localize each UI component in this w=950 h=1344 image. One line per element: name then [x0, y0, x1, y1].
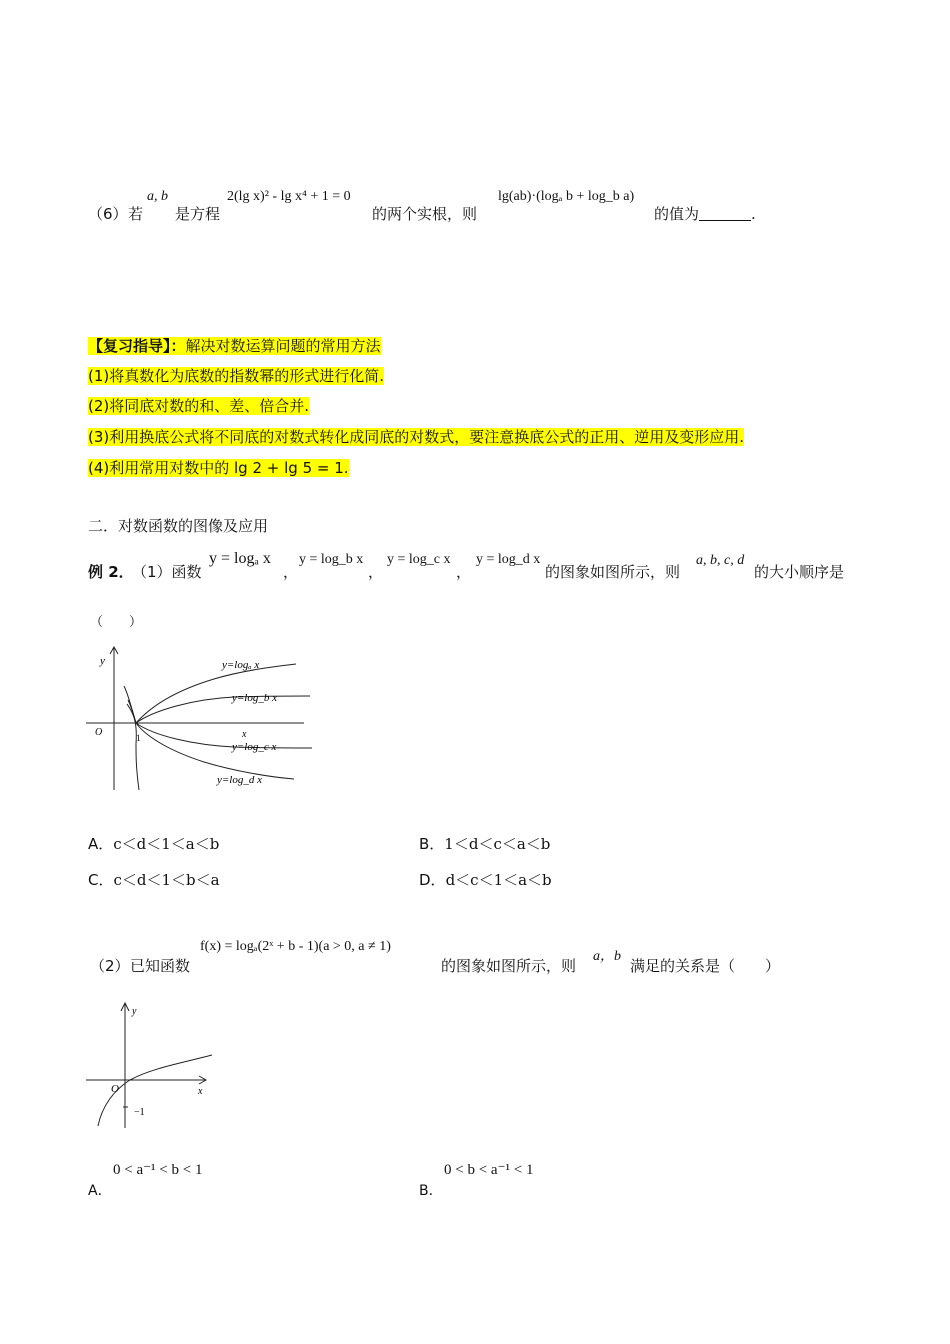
graph2-origin: O	[111, 1083, 119, 1095]
section-title: 二．对数函数的图像及应用	[88, 517, 269, 535]
graph2-x-label: x	[198, 1086, 203, 1097]
choice-text: d＜c＜1＜a＜b	[445, 871, 552, 889]
curve-steep-left	[127, 704, 139, 790]
graph1-one: 1	[136, 733, 141, 743]
choice-letter: A．	[88, 835, 114, 853]
question-6-number: （6）	[88, 205, 128, 223]
review-guide-item-2	[88, 395, 309, 416]
review-guide-item-4	[88, 457, 349, 478]
separator: ，	[283, 563, 299, 581]
review-guide-title: 【复习指导】：	[88, 337, 186, 355]
question-6-end: .	[751, 205, 756, 223]
review-guide-item-text: (1)将真数化为底数的指数幂的形式进行化简.	[88, 367, 385, 385]
graph2-y-label: y	[132, 1006, 137, 1017]
part2-intro: 已知函数	[130, 957, 191, 975]
separator: ，	[456, 563, 472, 581]
choice-d[interactable]	[419, 869, 552, 890]
choice-b[interactable]	[419, 833, 550, 854]
choice-text: c＜d＜1＜a＜b	[113, 835, 220, 853]
question-6-two-roots: 的两个实根，则	[372, 205, 478, 223]
graph1-origin: O	[95, 727, 103, 738]
question-6-equation: 2(lg x)² - lg x⁴ + 1 = 0	[227, 189, 351, 204]
question-6-expression: lg(ab)·(logₐ b + log_b a)	[498, 189, 635, 204]
question-6-value-is	[654, 203, 756, 224]
part2-function: f(x) = logₐ(2ˣ + b - 1)(a > 0, a ≠ 1)	[200, 939, 391, 954]
review-guide-heading	[88, 335, 381, 356]
review-guide-item-text: (3)利用换底公式将不同底的对数式转化成同底的对数式，要注意换底公式的正用、逆用及变形应用.	[88, 428, 745, 446]
choice-a[interactable]	[88, 833, 219, 854]
curve-label-c: y=log_c x	[232, 741, 277, 753]
curve-label-a: y=logₐ x	[222, 659, 260, 671]
choice-letter: B．	[419, 835, 445, 853]
review-guide-item-text: (4)利用常用对数中的 lg 2 + lg 5 = 1.	[88, 459, 349, 477]
graph1-x-label: x	[242, 729, 247, 740]
example-label: 例 2．	[88, 563, 134, 581]
example-part1: （1）函数	[132, 563, 202, 581]
answer-paren: （ ）	[90, 615, 143, 630]
function-d: y = log_d x	[476, 552, 541, 567]
choice-text: 1＜d＜c＜a＜b	[444, 835, 551, 853]
choice-letter: C．	[88, 871, 114, 889]
log-graph-1	[84, 644, 314, 794]
choice-text: 0 < a⁻¹ < b < 1	[113, 1162, 203, 1178]
part2-vars: a，b	[593, 949, 621, 964]
function-c: y = log_c x	[387, 552, 451, 567]
curve-label-b: y=log_b x	[232, 692, 277, 704]
review-guide-item-1	[88, 365, 384, 386]
graph2-minus-one: −1	[134, 1107, 145, 1118]
part2-number: （2）	[90, 957, 130, 975]
log-graph-2	[82, 998, 222, 1130]
separator: ，	[368, 563, 384, 581]
choice-letter: D．	[419, 871, 446, 889]
example-tail: 的大小顺序是	[754, 563, 845, 581]
choice-text: c＜d＜1＜b＜a	[113, 871, 220, 889]
review-guide-item-text: (2)将同底对数的和、差、倍合并.	[88, 397, 310, 415]
part2-text: 的图象如图所示，则	[441, 957, 577, 975]
example-vars: a, b, c, d	[696, 553, 745, 568]
review-guide-title-rest: 解决对数运算问题的常用方法	[185, 337, 381, 355]
curve-label-d: y=log_d x	[217, 774, 262, 786]
choice-text: 0 < b < a⁻¹ < 1	[444, 1162, 534, 1178]
function-b: y = log_b x	[299, 552, 364, 567]
example-text: 的图象如图所示，则	[545, 563, 681, 581]
curve-log-b	[128, 696, 310, 723]
graph1-y-label: y	[100, 655, 105, 667]
answer-blank[interactable]	[699, 206, 751, 221]
choice-letter: A．	[88, 1183, 112, 1199]
part2-tail: 满足的关系是（ ）	[630, 957, 781, 975]
question-6-vars: a, b	[147, 189, 168, 204]
question-6-ruo: 若	[128, 205, 144, 223]
question-6-value-is-text: 的值为	[654, 205, 700, 223]
function-a: y = logₐ x	[209, 550, 271, 567]
choice-letter: B．	[419, 1183, 443, 1199]
choice-c[interactable]	[88, 869, 220, 890]
review-guide-item-3	[88, 426, 744, 447]
question-6-is-root-of: 是方程	[175, 205, 221, 223]
